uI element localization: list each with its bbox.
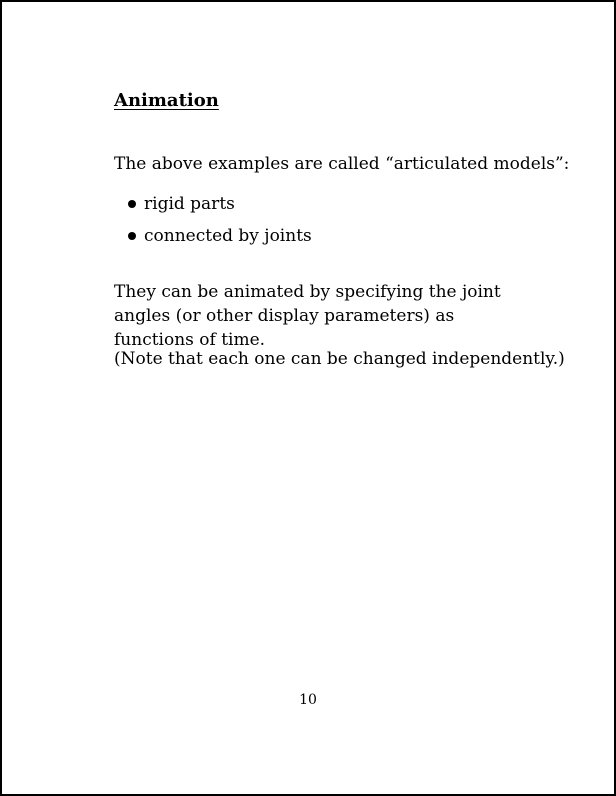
bullet-icon	[128, 232, 136, 240]
page-number: 10	[299, 692, 317, 708]
intro-paragraph: The above examples are called “articulated models”:	[114, 154, 570, 174]
bullet-text: connected by joints	[144, 226, 312, 246]
section-title: Animation	[114, 90, 219, 111]
bullet-list	[128, 192, 312, 256]
bullet-text: rigid parts	[144, 194, 235, 214]
bullet-item	[128, 224, 312, 248]
animation-paragraph: They can be animated by specifying the joint angles (or other display parameters) as functions of time.	[114, 282, 501, 350]
note-paragraph: (Note that each one can be changed independently.)	[114, 349, 565, 369]
bullet-icon	[128, 200, 136, 208]
bullet-item	[128, 192, 312, 216]
